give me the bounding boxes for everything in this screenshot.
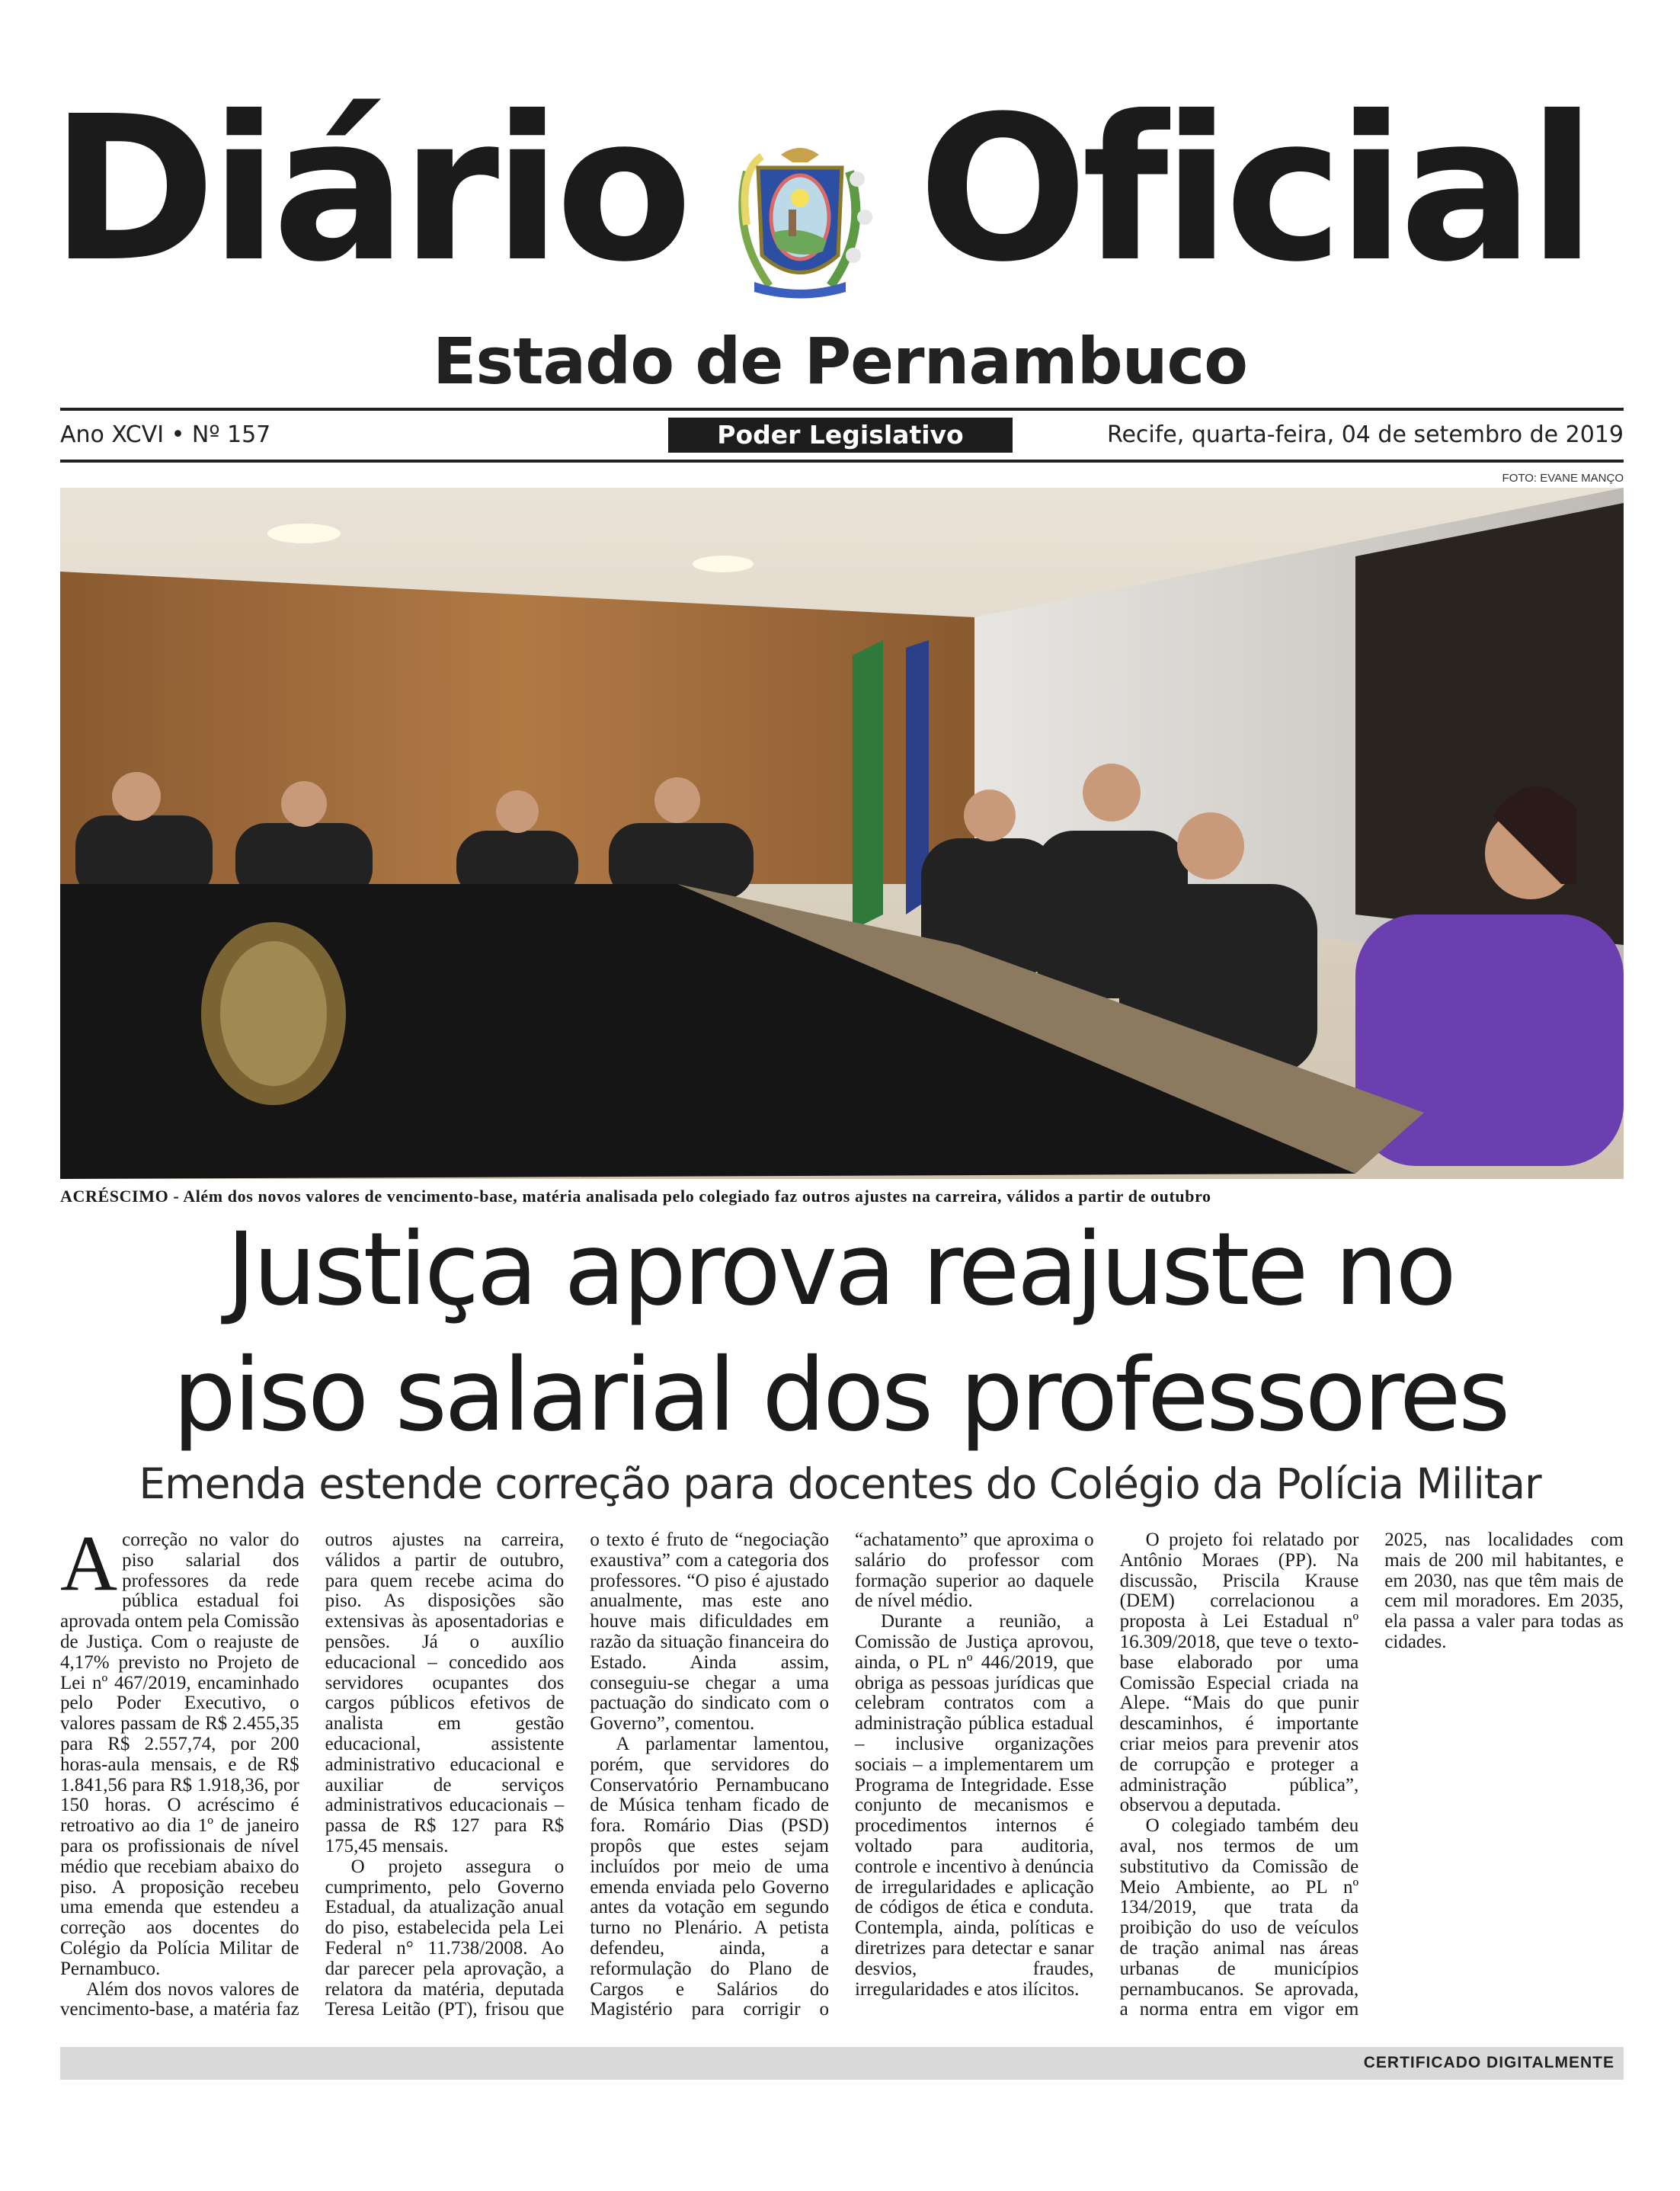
bottom-rule xyxy=(60,460,1624,463)
article-paragraph: A parlamentar lamentou, porém, que servidores do Conservatório Pernambucano de Música tenham ficado de fora. Romário Dias (PSD) propôs que estes sejam incluídos por meio de uma emenda enviada pelo Governo antes da votação em segundo turno no Plenário. A petista defendeu, ainda, a reformulação do Plano de Cargos e Salários do Magistério para corrigir o “achatamento” que aproxima o salário do professor com formação superior ao daquele de nível médio. xyxy=(590,1530,1094,2020)
headline-line-1: Justiça aprova reajuste no xyxy=(226,1211,1454,1328)
article-deck: Emenda estende correção para docentes do Colégio da Polícia Militar xyxy=(139,1459,1541,1508)
masthead-title-right: Oficial xyxy=(918,73,1591,306)
article-body xyxy=(60,1520,1624,2033)
headline-line-2: piso salarial dos professores xyxy=(172,1337,1508,1454)
top-rule xyxy=(60,408,1624,411)
paragraph-text: correção no valor do piso salarial dos professores da rede pública estadual foi aprovada ontem pela Comissão de Justiça. Com o reajuste de 4,17% previsto no Projeto de Lei nº 467/2019, encaminhado pelo Poder Executivo, o valores passam de R$ 2.455,35 para R$ 2.557,74, por 200 horas-aula mensais, e de R$ 1.841,56 para R$ 1.918,36, por 150 horas. O acréscimo é retroativo ao dia 1º de janeiro para os profissionais de nível médio que recebiam abaixo do piso. A proposição recebeu uma emenda que estendeu a correção aos docentes do Colégio da Polícia Militar de Pernambuco. xyxy=(60,1530,299,1979)
article-paragraph: O projeto assegura o cumprimento, pelo Governo Estadual, da atualização anual do piso, estabelecida pela Lei Federal n° 11.738/2008. Ao dar parecer pela aprovação, a relatora da matéria, deputada Teresa Leitão (PT), frisou que o texto é fruto de “negociação exaustiva” com a categoria dos professores. “O piso é ajustado anualmente, mas este ano houve mais dificuldades em razão da situação financeira do Estado. Ainda assim, conseguiu-se chegar a uma pactuação do sindicato com o Governo”, comentou. xyxy=(325,1530,829,2020)
masthead-title-left: Diário xyxy=(50,73,687,306)
digital-certification-label: CERTIFICADO DIGITALMENTE xyxy=(1363,2054,1614,2071)
article-paragraph: Além dos novos valores de vencimento-base, a matéria faz outros ajustes na carreira, válidos a partir de outubro, para quem recebe acima do piso. As disposições são extensivas às aposentadorias e pensões. Já o auxílio educacional – concedido aos servidores ocupantes dos cargos públicos efetivos de analista em gestão educacional, assistente administrativo educacional e auxiliar de serviços administrativos educacionais – passa de R$ 127 para R$ 175,45 mensais. xyxy=(60,1530,565,2020)
section-badge: Poder Legislativo xyxy=(668,418,1013,453)
publication-date: Recife, quarta-feira, 04 de setembro de 2019 xyxy=(1106,421,1624,448)
photo-credit: FOTO: EVANE MANÇO xyxy=(1502,472,1624,485)
masthead-subtitle: Estado de Pernambuco xyxy=(432,324,1248,399)
footer-bar xyxy=(60,2047,1624,2080)
article-paragraph: Durante a reunião, a Comissão de Justiça aprovou, ainda, o PL nº 446/2019, que obriga as pessoas jurídicas que celebram contratos com a administração pública estadual – inclusive organizações sociais – a implementarem um Programa de Integridade. Esse conjunto de mecanismos e procedimentos internos é voltado para auditoria, controle e incentivo à denúncia de irregularidades e aplicação de códigos de ética e conduta. Contempla, ainda, políticas e diretrizes para detectar e sanar desvios, fraudes, irregularidades e atos ilícitos. xyxy=(854,1611,1094,2000)
edition-number: Ano XCVI • Nº 157 xyxy=(60,421,271,448)
caption-label: ACRÉSCIMO - xyxy=(60,1187,184,1206)
coat-of-arms-logo xyxy=(716,126,884,309)
photo-caption xyxy=(60,1187,1211,1206)
drop-cap: A xyxy=(60,1520,118,1607)
article-paragraph: O projeto foi relatado por Antônio Moraes (PP). Na discussão, Priscila Krause (DEM) correlacionou a proposta à Lei Estadual nº 16.309/2018, que teve o texto-base elaborado por uma Comissão Especial criada na Alepe. “Mais do que punir descaminhos, é importante criar meios para prevenir atos de corrupção e proteger a administração pública”, observou a deputada. xyxy=(1119,1530,1359,1816)
article-paragraph: O colegiado também deu aval, nos termos de um substitutivo da Comissão de Meio Ambiente, ao PL nº 134/2019, que trata da proibição do uso de veículos de tração animal nas áreas urbanas de municípios pernambucanos. Se aprovada, a norma entra em vigor em 2025, nas localidades com mais de 200 mil habitantes, e em 2030, nas que têm mais de cem mil moradores. Em 2035, ela passa a valer para todas as cidades. xyxy=(1119,1530,1624,2020)
article-paragraph xyxy=(60,1520,299,1980)
committee-meeting-photo xyxy=(60,488,1624,1179)
caption-text: Além dos novos valores de vencimento-base, matéria analisada pelo colegiado faz outros ajustes na carreira, válidos a partir de outubro xyxy=(183,1187,1211,1206)
